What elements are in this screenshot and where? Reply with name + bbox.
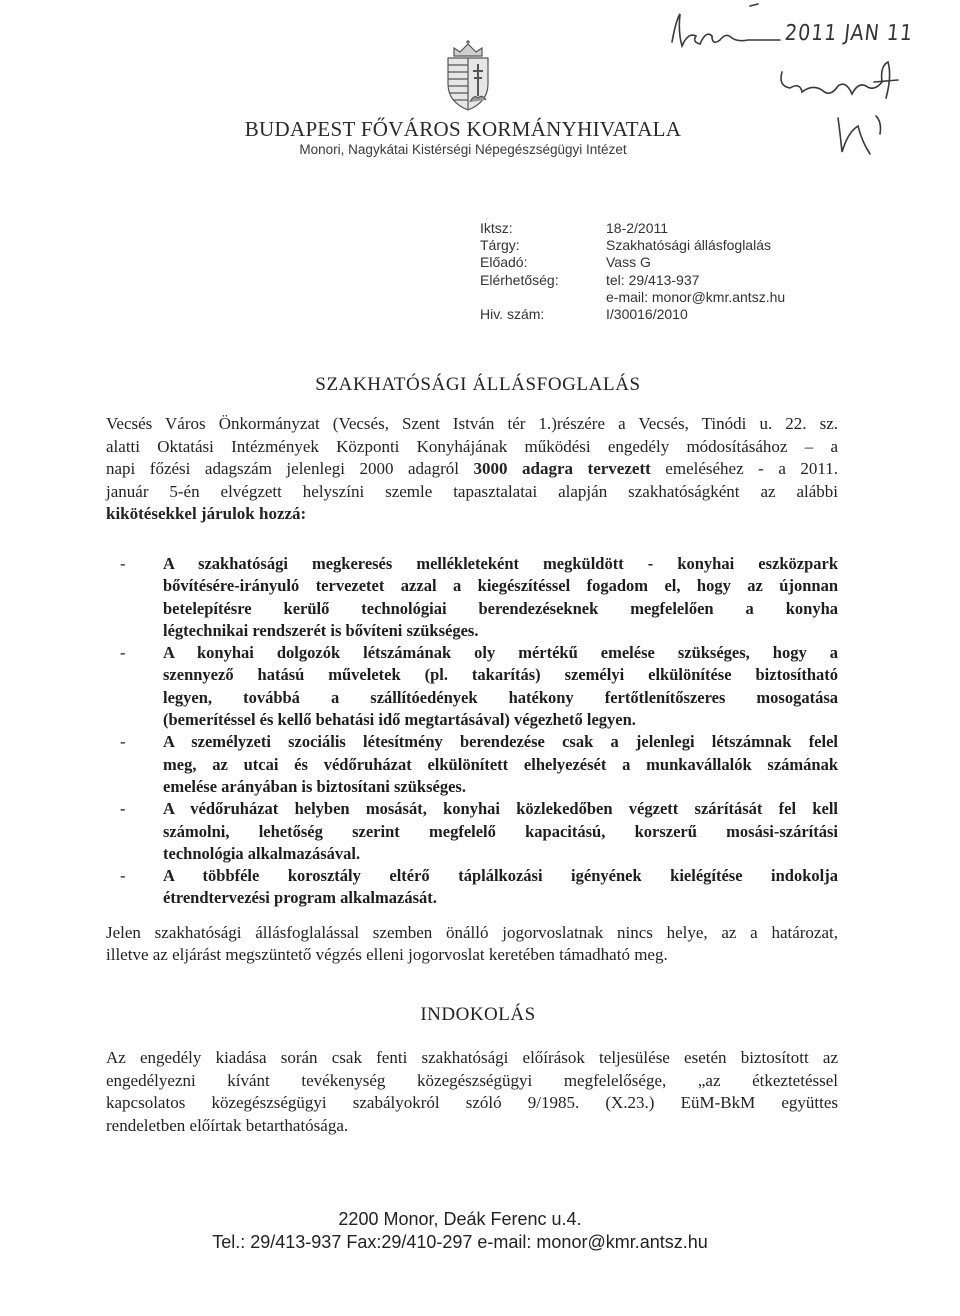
meta-row-contact-email	[480, 289, 785, 306]
meta-row-case-number	[480, 306, 785, 323]
text-line: kikötésekkel járulok hozzá:	[106, 504, 307, 523]
list-dash: -	[120, 866, 126, 886]
requirement-item	[120, 553, 838, 642]
footer-address: 2200 Monor, Deák Ferenc u.4.	[338, 1209, 582, 1229]
text-line: kapcsolatos közegészségügyi szabályokról szóló 9/1985. (X.23.) EüM-BkM együttes	[106, 1093, 838, 1112]
meta-row-officer	[480, 254, 785, 271]
list-dash: -	[120, 643, 126, 663]
meta-label	[480, 289, 606, 306]
requirement-item	[120, 731, 838, 798]
text-line	[106, 458, 838, 481]
text-line: alatti Oktatási Intézmények Központi Konyhájának működési engedély módosításához – a	[106, 436, 838, 456]
meta-label: Előadó:	[480, 254, 528, 271]
legal-remedy-paragraph	[106, 922, 838, 966]
text-line: bővítésére-irányuló tervezetet azzal a kiegészítéssel fogadom el, hogy az újonnan	[163, 576, 838, 596]
list-dash: -	[120, 554, 126, 573]
text-line: illetve az eljárást megszüntető végzés elleni jogorvoslat keretében támadható meg.	[106, 945, 668, 964]
text-line: A többféle korosztály eltérő táplálkozási igényének kielégítése indokolja	[163, 866, 838, 886]
meta-label: Iktsz:	[480, 220, 513, 236]
meta-row-contact-phone	[480, 272, 785, 289]
text-line: legyen, továbbá a szállítóedények hatékony fertőtlenítőszeres mosogatása	[163, 687, 838, 707]
text-segment: emeléséhez - a 2011.	[665, 459, 839, 478]
text-line: Az engedély kiadása során csak fenti szakhatósági előírások teljesülése esetén biztosított az	[106, 1048, 838, 1067]
text-line: A személyzeti szociális létesítmény berendezése csak a jelenlegi létszámnak felel	[163, 732, 838, 752]
text-line: A védőruházat helyben mosását, konyhai közlekedőben végzett szárítását fel kell	[163, 799, 838, 819]
meta-value: 18-2/2011	[606, 220, 669, 236]
text-line: A konyhai dolgozók létszámának oly mértékű emelése szükséges, hogy a	[163, 643, 838, 663]
text-line: számolni, lehetőség szerint megfelelő kapacitású, korszerű mosási-szárítási	[163, 821, 838, 841]
issuing-institute-name: Monori, Nagykátai Kistérségi Népegészségügyi Intézet	[299, 142, 627, 157]
text-line: technológia alkalmazásával.	[163, 843, 361, 863]
meta-row-subject	[480, 237, 785, 254]
meta-label: Elérhetőség:	[480, 271, 559, 288]
text-line: betelepítésre kerülő technológiai berendezéseknek megfelelően a konyha	[163, 598, 838, 618]
requirements-list	[120, 553, 838, 910]
text-line: A szakhatósági megkeresés mellékleteként megküldött - konyhai eszközpark	[163, 554, 838, 573]
text-line: Vecsés Város Önkormányzat (Vecsés, Szent István tér 1.)részére a Vecsés, Tinódi u. 22. sz.	[106, 414, 838, 433]
meta-value: Szakhatósági állásfoglalás	[606, 237, 771, 254]
received-date-stamp: 2011 JAN 11	[783, 20, 915, 46]
document-metadata	[480, 220, 785, 323]
intro-paragraph	[106, 413, 838, 526]
text-segment: napi főzési adagszám jelenlegi 2000 adagról	[106, 459, 459, 478]
text-line: meg, az utcai és védőruházat elkülönített elhelyezését a munkavállalók számának	[163, 754, 838, 774]
text-line: emelése arányában is biztosítani szükséges.	[163, 776, 466, 796]
bold-text-segment: 3000 adagra tervezett	[473, 459, 651, 478]
text-line: Jelen szakhatósági állásfoglalással szemben önálló jogorvoslatnak nincs helye, az a határozat,	[106, 923, 838, 942]
meta-label: Hiv. szám:	[480, 305, 545, 322]
text-line: légtechnikai rendszerét is bővíteni szükséges.	[163, 620, 479, 640]
requirement-item	[120, 798, 838, 865]
text-line: engedélyezni kívánt tevékenység közegészségügyi megfelelősége, „az étkeztetéssel	[106, 1070, 838, 1090]
meta-value: tel: 29/413-937	[606, 271, 700, 288]
meta-row-reference	[480, 220, 785, 237]
list-dash: -	[120, 732, 126, 752]
meta-value: Vass G	[606, 254, 651, 271]
document-title: SZAKHATÓSÁGI ÁLLÁSFOGLALÁS	[315, 374, 641, 395]
meta-value: e-mail: monor@kmr.antsz.hu	[606, 288, 786, 305]
text-line: rendeletben előírtak betarthatósága.	[106, 1115, 349, 1135]
text-line: január 5-én elvégzett helyszíni szemle tapasztalatai alapján szakhatóságként az alábbi	[106, 481, 838, 501]
text-line: (bemerítéssel és kellő behatási idő megtartásával) végezhető legyen.	[163, 710, 636, 730]
text-line: étrendtervezési program alkalmazását.	[163, 888, 437, 908]
issuing-authority-name: BUDAPEST FŐVÁROS KORMÁNYHIVATALA	[244, 117, 682, 141]
justification-paragraph	[106, 1047, 838, 1137]
list-dash: -	[120, 799, 126, 819]
footer-contact: Tel.: 29/413-937 Fax:29/410-297 e-mail: monor@kmr.antsz.hu	[212, 1232, 708, 1252]
meta-value: I/30016/2010	[606, 305, 688, 322]
requirement-item	[120, 642, 838, 731]
meta-label: Tárgy:	[480, 237, 520, 254]
justification-heading: INDOKOLÁS	[420, 1004, 536, 1025]
coat-of-arms-logo	[440, 40, 496, 112]
text-line: szennyező hatású műveletek (pl. takarítás) személyi elkülönítése biztosítható	[163, 665, 838, 685]
requirement-item	[120, 865, 838, 910]
